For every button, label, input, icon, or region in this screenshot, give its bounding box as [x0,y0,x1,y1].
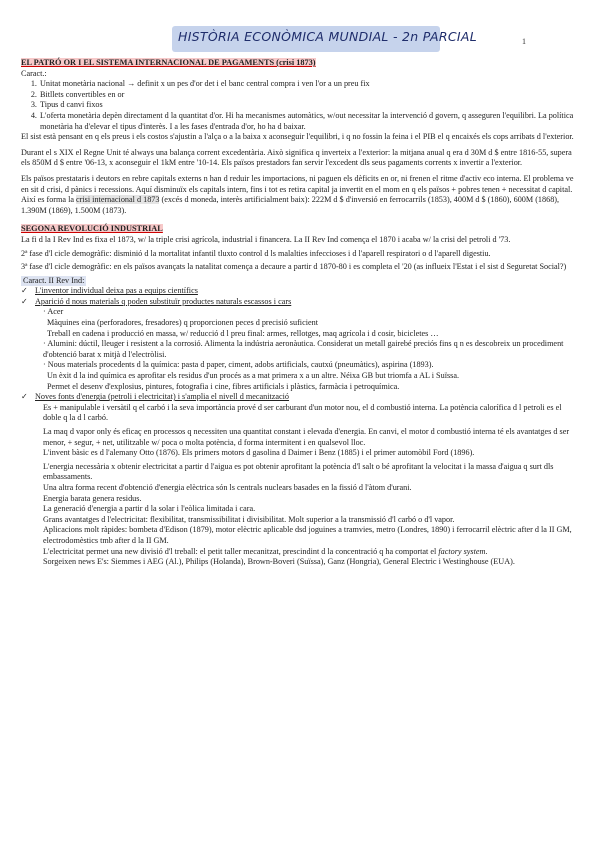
paragraph: Durant el s XIX el Regne Unit té always una balança corrent excedentària. Això significa q inverteix a l'exterior: la mitjana anual q era d 30M d $ entre 1816-55, supera els 850M d $ entre '06-13, x aconseguir el 1kM entre '10-14. Els països prestadors fan servir l'excedent dls seus pagaments corrents x invertir a l'exterior. [21,147,572,168]
paragraph: La fi d la I Rev Ind es fixa el 1873, w/ la triple crisi agrícola, industrial i financera. La II Rev Ind comença el 1870 i acaba w/ la crisi del petroli d '73. [21,234,511,244]
paragraph: Un èxit d la ind química es aprofitar els residus d'un procés as a mat primera x a un altre. Néixa GB but triomfa a AL i Suïssa. [47,371,460,381]
paragraph: La generació d'energia a partir d la solar i l'eòlica limitada i cara. [43,504,256,514]
checkmark-icon: ✓ [21,296,28,306]
paragraph: Treball en cadena i producció en massa, w/ reducció d l preu final: armes, rellotges, maq agrícola i d cosir, bicicletes … [47,328,439,338]
section-heading-gold-standard: EL PATRÓ OR I EL SISTEMA INTERNACIONAL DE PAGAMENTS (crisi 1873) [21,58,316,67]
paragraph: Una altra forma recent d'obtenció d'energia elèctrica són ls centrals nuclears basades en la fissió d l'àtom d'urani. [43,482,412,492]
paragraph: Els països prestataris i deutors en rebre capitals externs n han d reduir les importacions, ni paguen els dèficits en or, ni frenen el ritme d'activ eco interna. El problema ve en sit d crisi, d pànics i recessions. Aquí disminuïx els capitals intern, fins i tot es retira capital ja invertit en el mom en q els països + pobres tenen + necessitat d capital. [21,173,574,194]
list-item: 1. Unitat monetària nacional → definit x un pes d'or det i el banc central compra i ven l'or a un preu fix [39,79,581,90]
check-item: ✓ Aparició d nous materials q poden substituïr productes naturals escassos i cars [21,296,292,306]
paragraph: El sist està pensant en q els preus i els costos s'ajustin a l'alça o a la baixa x aconseguir l'equilibri, i q no fossin la feina i el PIB el q encaixés els cops arribats d l'exterior. [21,132,574,142]
check-item: ✓ Noves fonts d'energia (petroli i electricitat) i s'amplia el nivell d mecanització [21,392,290,402]
paragraph: L'invent bàsic es d l'alemany Otto (1876). Els primers motors d gasolina d Daimer i Benz (1885) i el primer automòbil Ford (1896). [43,448,475,458]
paragraph: La maq d vapor only és eficaç en processos q necessiten una quantitat constant i elevada d'energia. En canvi, el motor d combustió interna té els avantatges d ser menor, + segur, + net, utilitzable w/ poca o molta potència, d forma intermitent i en qualsevol lloc. [43,427,570,447]
characteristics-list [21,79,581,132]
document-body [21,58,581,568]
paragraph: Aplicacions molt ràpides: bombeta d'Edison (1879), motor elèctric aplicable dsd joguines a tramvies, metro (Londres, 1890) i ferrocarril elèctric after d la II GM, electrodomèstics tmb after d la II GM. [43,525,572,545]
page-title: HISTÒRIA ECONÒMICA MUNDIAL - 2n PARCIAL [178,29,477,44]
highlighted-term: crisi internacional d 1873 [76,195,160,205]
check-item: ✓ L'inventor individual deixa pas a equips científics [21,286,198,296]
checkmark-icon: ✓ [21,286,28,296]
sub-heading: Caract. II Rev Ind: [23,275,85,285]
list-item: 3. Tipus d canvi fixos [39,100,581,111]
paragraph: L'electricitat permet una new divisió d'l treball: el petit taller mecanitzat, prescindint d la concentració q ha comportat el factory system. [43,546,488,556]
paragraph: Energia barata genera residus. [43,493,142,503]
bullet: · Acer [43,307,64,317]
bullet: · Nous materials procedents d la química: pasta d paper, ciment, adobs artificials, cautxú (pneumàtics), aspirina (1893). [43,360,434,370]
paragraph: Sorgeixen news E's: Siemmes i AEG (Al.), Philips (Holanda), Brown-Boveri (Suïssa), Ganz (Hongria), General Electric i Westinghouse (EUA). [43,557,515,567]
paragraph: 3ª fase d'l cicle demogràfic: en els països avançats la natalitat comença a decaure a partir d 1870-80 i es completa el '20 (as influeix l'Estat i el sist d Seguretat Social?) [21,262,567,272]
paragraph-crisis: Així es forma la crisi internacional d 1873 (excés d moneda, interès artificialment baix): 222M d $ d'inversió en ferrocarrils (1853), 400M d $ (1860), 600M (1868), 1.390M (1869), 1.500M (1873). [21,195,560,215]
bullet: · Alumini: dúctil, lleuger i resistent a la corrosió. Alimenta la indústria aeronàutica. Considerat un metall gairebé preciós fins q n es descobreix un procediment d'obtenció barat x mitjà d l'electròlisi. [43,339,564,359]
paragraph: L'energia necessària x obtenir electricitat a partir d l'aigua es pot obtenir aprofitant la potència d'l salt o bé aprofitant la velocitat i la massa d'aigua q surt dls embassaments. [43,461,554,482]
page-number: 1 [522,37,526,46]
caract-label: Caract.: [21,68,47,78]
list-item: 4. L'oferta monetària depèn directament d la quantitat d'or. Hi ha mecanismes automàtics, w/out necessitar la intervenció d govern, q asseguren l'equilibri. La política monetària ha d'elevar el tipus d'interès. I a les fases d'entrada d'or, ho ha d baixar. [39,111,581,132]
list-item: 2. Bitllets convertibles en or [39,90,581,101]
checkmark-icon: ✓ [21,392,28,402]
paragraph: Es + manipulable i versàtil q el carbó i la seva importància prové d ser carburant d'un motor nou, el d combustió interna. La potència calorífica d l petroli es el doble q la d l carbó. [43,402,562,423]
paragraph: Permet el desenv d'explosius, pintures, fotografia i cine, fibres artificials i plàstics, farmàcia i petroquímica. [47,381,400,391]
paragraph: 2ª fase d'l cicle demogràfic: disminió d la mortalitat infantil tluxto control d ls malalties infeccioses i d l'aparell respiratori o d l'aparell digestiu. [21,248,491,258]
paragraph: Grans avantatges d l'electricitat: flexibilitat, transmissibilitat i divisibilitat. Molt superior a la transmissió d'l carbó o d'l vapor. [43,514,455,524]
section-heading-second-industrial-revolution: SEGONA REVOLUCIÓ INDUSTRIAL [21,224,163,234]
paragraph: Màquines eina (perforadores, fresadores) q proporcionen peces d precisió suficient [47,318,318,328]
